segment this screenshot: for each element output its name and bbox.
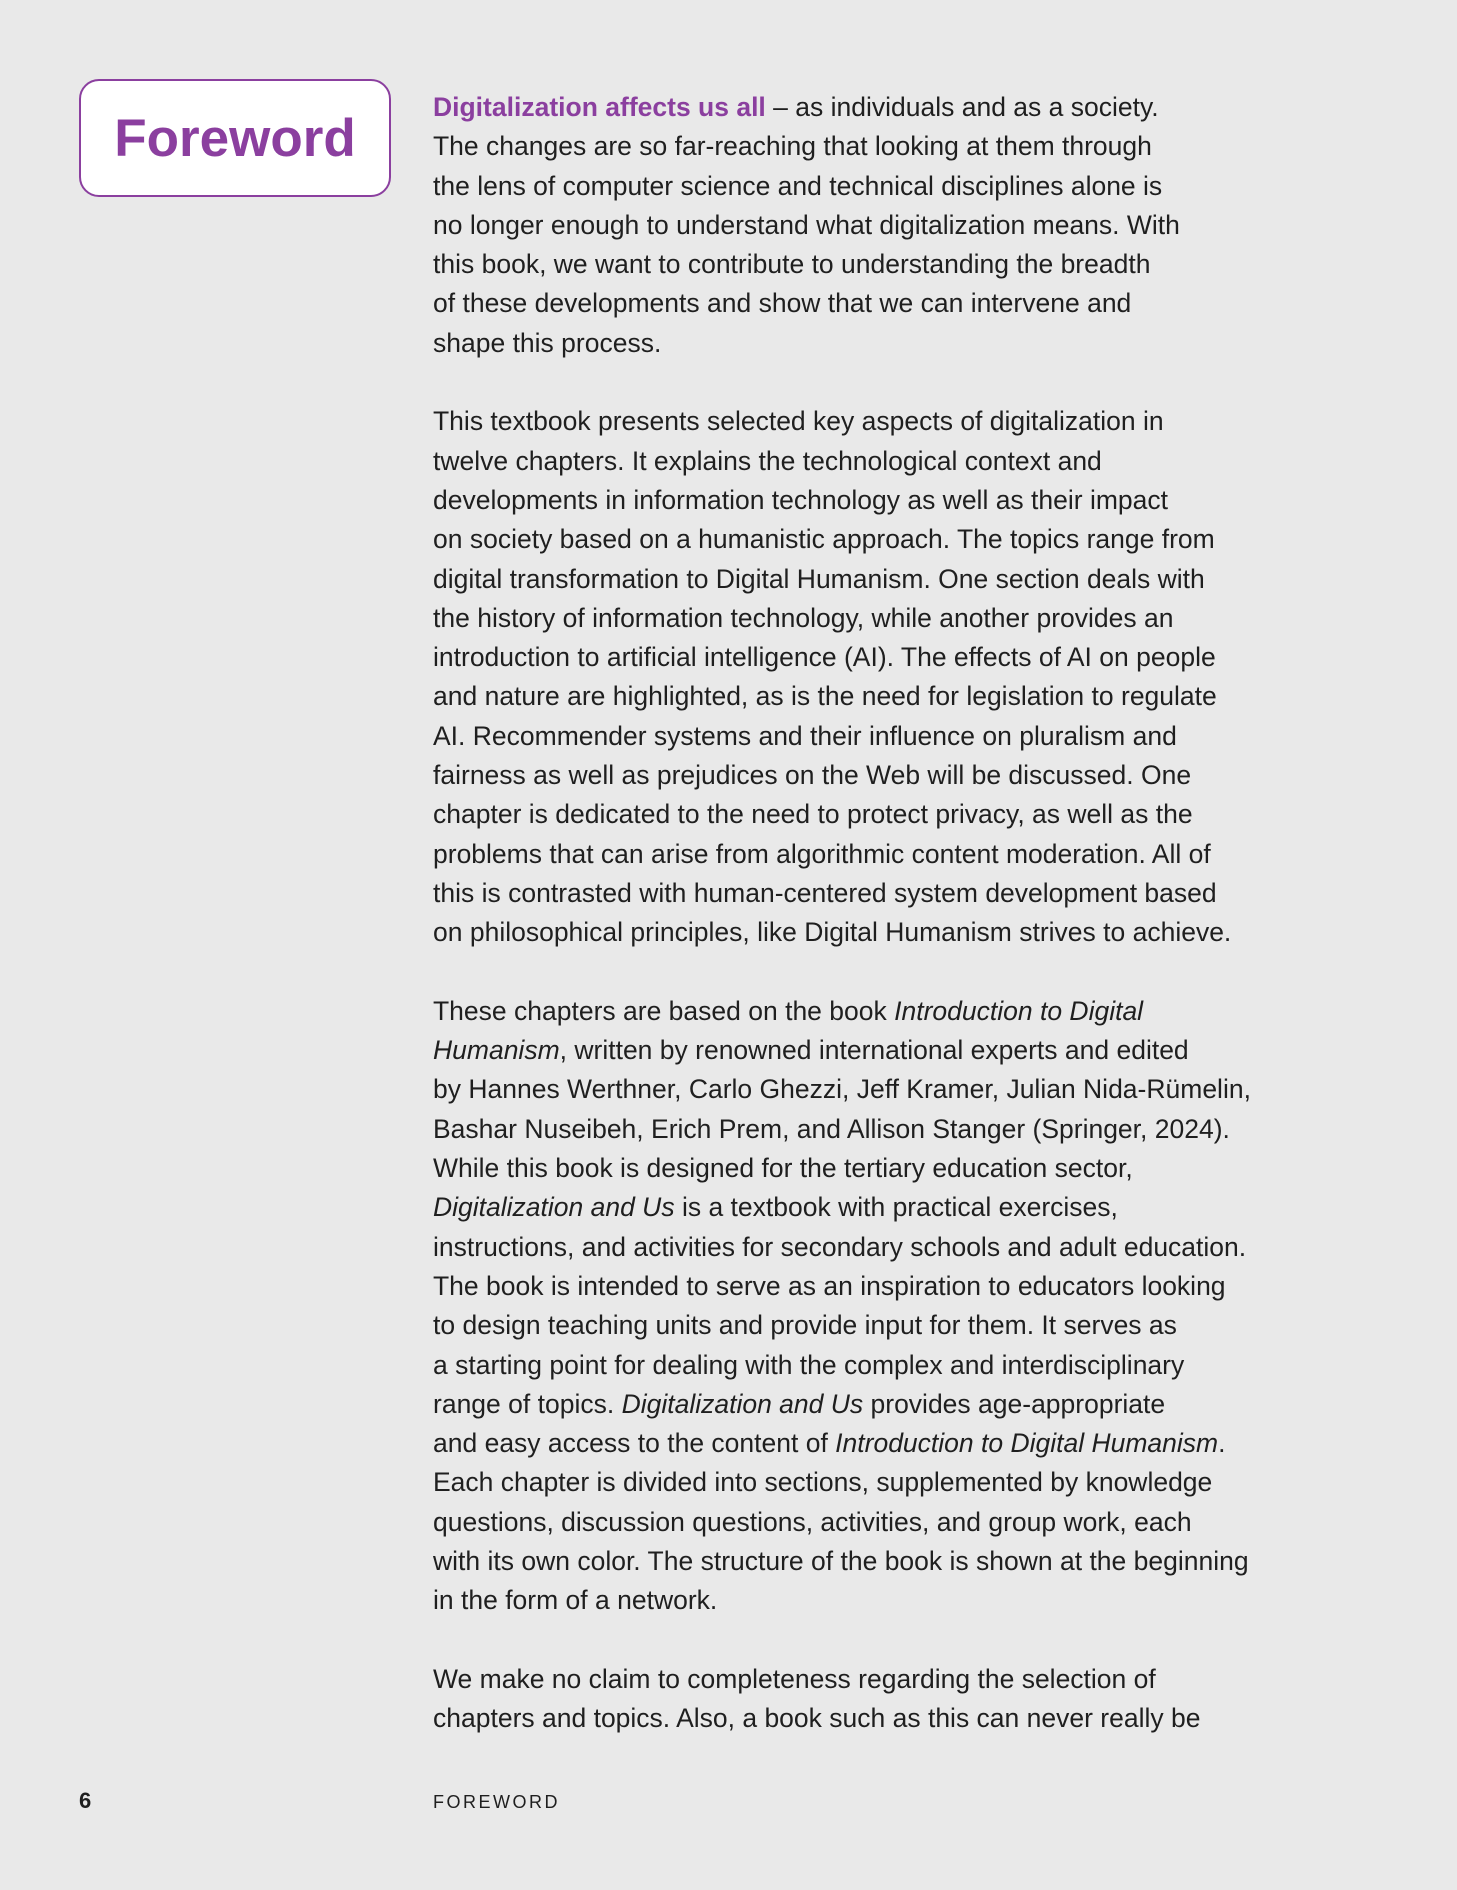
text-line xyxy=(433,1031,1393,1070)
text-segment: twelve chapters. It explains the technological context and xyxy=(433,445,1102,476)
text-line xyxy=(433,206,1393,245)
italic-title: Digitalization and Us xyxy=(433,1192,675,1223)
text-line xyxy=(433,599,1393,638)
text-segment: fairness as well as prejudices on the Web will be discussed. One xyxy=(433,760,1192,791)
text-segment: and nature are highlighted, as is the need for legislation to regulate xyxy=(433,681,1217,712)
text-line xyxy=(433,1306,1393,1345)
text-segment: . xyxy=(1218,1428,1226,1459)
text-line xyxy=(433,1228,1393,1267)
text-line xyxy=(433,992,1393,1031)
text-line xyxy=(433,913,1393,952)
text-segment: – as individuals and as a society. xyxy=(765,92,1159,122)
text-line xyxy=(433,284,1393,323)
text-line xyxy=(433,717,1393,756)
text-line xyxy=(433,1542,1393,1581)
italic-title: Digitalization and Us xyxy=(621,1388,864,1419)
text-segment: of these developments and show that we can intervene and xyxy=(433,288,1132,319)
text-segment: chapter is dedicated to the need to protect privacy, as well as the xyxy=(433,799,1193,830)
text-line xyxy=(433,1385,1393,1424)
text-line xyxy=(433,1581,1393,1620)
text-line xyxy=(433,1070,1393,1109)
text-segment: range of topics. xyxy=(433,1388,622,1419)
text-segment: with its own color. The structure of the book is shown at the beginning xyxy=(433,1545,1249,1576)
text-line xyxy=(433,874,1393,913)
chapter-title-box xyxy=(79,79,391,197)
text-segment: These chapters are based on the book xyxy=(433,995,895,1026)
paragraph xyxy=(433,88,1393,363)
text-line xyxy=(433,1149,1393,1188)
text-segment: introduction to artificial intelligence (AI). The effects of AI on people xyxy=(433,642,1216,673)
text-line xyxy=(433,1463,1393,1502)
text-line xyxy=(433,520,1393,559)
text-line xyxy=(433,88,1393,127)
text-line xyxy=(433,481,1393,520)
text-line xyxy=(433,167,1393,206)
text-line xyxy=(433,835,1393,874)
text-line xyxy=(433,1110,1393,1149)
text-segment: We make no claim to completeness regarding the selection of xyxy=(433,1663,1156,1694)
running-head: FOREWORD xyxy=(433,1792,560,1812)
text-segment: chapters and topics. Also, a book such as this can never really be xyxy=(433,1703,1201,1734)
text-line xyxy=(433,1503,1393,1542)
text-segment: Bashar Nuseibeh, Erich Prem, and Allison Stanger (Springer, 2024). xyxy=(433,1113,1230,1144)
text-segment: AI. Recommender systems and their influence on pluralism and xyxy=(433,720,1177,751)
text-segment: no longer enough to understand what digitalization means. With xyxy=(433,209,1180,240)
text-segment: this is contrasted with human-centered system development based xyxy=(433,877,1217,908)
text-segment: the history of information technology, while another provides an xyxy=(433,602,1174,633)
text-line xyxy=(433,560,1393,599)
page-number: 6 xyxy=(79,1788,92,1813)
text-segment: The changes are so far-reaching that looking at them through xyxy=(433,131,1152,162)
text-line xyxy=(433,402,1393,441)
text-line xyxy=(433,1424,1393,1463)
text-line xyxy=(433,1346,1393,1385)
text-segment: digital transformation to Digital Humanism. One section deals with xyxy=(433,563,1205,594)
text-segment: provides age-appropriate xyxy=(863,1388,1166,1419)
text-segment: in the form of a network. xyxy=(433,1585,718,1616)
text-segment: The book is intended to serve as an inspiration to educators looking xyxy=(433,1270,1226,1301)
text-segment: problems that can arise from algorithmic content moderation. All of xyxy=(433,838,1211,869)
text-line xyxy=(433,442,1393,481)
italic-title: Introduction to Digital xyxy=(894,995,1144,1026)
chapter-title: Foreword xyxy=(114,108,356,168)
text-segment: is a textbook with practical exercises, xyxy=(674,1192,1118,1223)
text-segment: Each chapter is divided into sections, supplemented by knowledge xyxy=(433,1467,1213,1498)
text-segment: This textbook presents selected key aspects of digitalization in xyxy=(433,406,1164,437)
text-segment: questions, discussion questions, activities, and group work, each xyxy=(433,1506,1192,1537)
text-segment: this book, we want to contribute to understanding the breadth xyxy=(433,249,1151,280)
text-segment: on philosophical principles, like Digital Humanism strives to achieve. xyxy=(433,917,1232,948)
text-segment: instructions, and activities for secondary schools and adult education. xyxy=(433,1231,1247,1262)
text-line xyxy=(433,638,1393,677)
body-text xyxy=(433,88,1393,1778)
text-line xyxy=(433,1699,1393,1738)
lead-phrase: Digitalization affects us all xyxy=(433,92,766,122)
text-line xyxy=(433,127,1393,166)
text-line xyxy=(433,795,1393,834)
text-line xyxy=(433,245,1393,284)
italic-title: Humanism xyxy=(433,1035,560,1066)
text-line xyxy=(433,324,1393,363)
paragraph xyxy=(433,992,1393,1621)
paragraph xyxy=(433,1660,1393,1739)
text-line xyxy=(433,1267,1393,1306)
text-segment: a starting point for dealing with the complex and interdisciplinary xyxy=(433,1349,1185,1380)
text-segment: on society based on a humanistic approach. The topics range from xyxy=(433,524,1215,555)
text-segment: to design teaching units and provide input for them. It serves as xyxy=(433,1310,1177,1341)
text-line xyxy=(433,756,1393,795)
text-segment: While this book is designed for the tertiary education sector, xyxy=(433,1153,1133,1184)
text-line xyxy=(433,677,1393,716)
paragraph xyxy=(433,402,1393,952)
italic-title: Introduction to Digital Humanism xyxy=(835,1428,1219,1459)
text-segment: and easy access to the content of xyxy=(433,1428,836,1459)
text-segment: developments in information technology as well as their impact xyxy=(433,484,1169,515)
text-segment: shape this process. xyxy=(433,327,662,358)
text-line xyxy=(433,1660,1393,1699)
text-segment: the lens of computer science and technical disciplines alone is xyxy=(433,170,1163,201)
text-segment: by Hannes Werthner, Carlo Ghezzi, Jeff Kramer, Julian Nida-Rümelin, xyxy=(433,1074,1251,1105)
text-segment: , written by renowned international experts and edited xyxy=(559,1035,1189,1066)
text-line xyxy=(433,1188,1393,1227)
